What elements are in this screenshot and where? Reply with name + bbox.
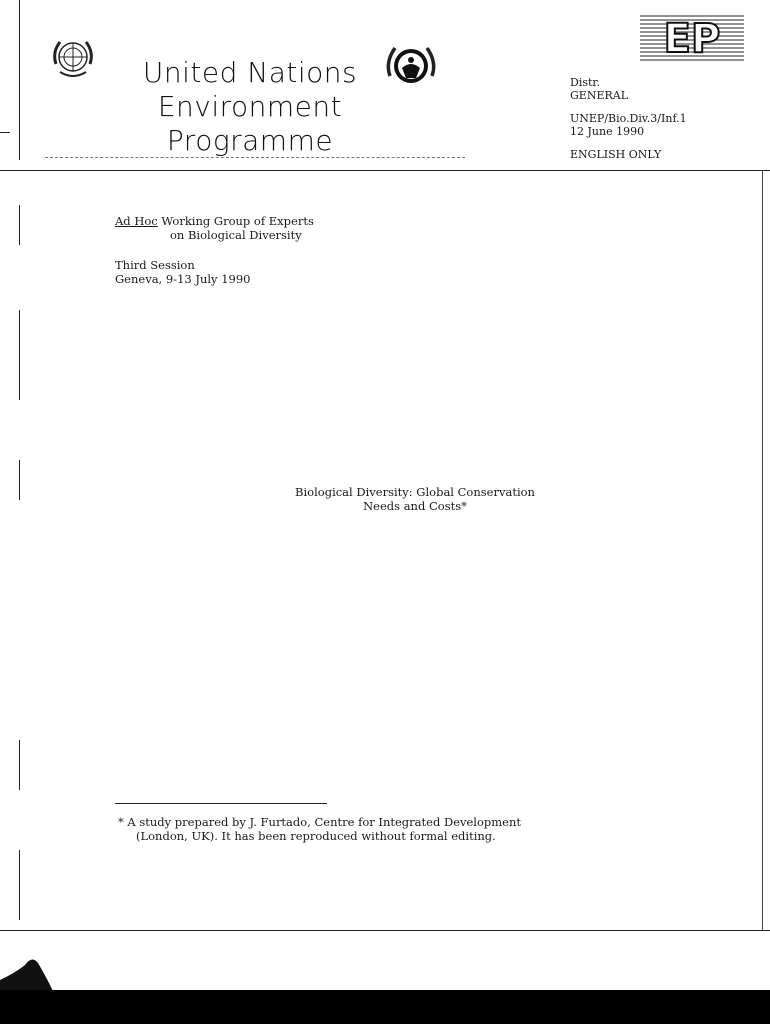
document-title [180, 485, 650, 513]
distribution-value: GENERAL [570, 89, 629, 102]
ad-hoc-label: Ad Hoc [115, 214, 158, 228]
footnote-rule [115, 803, 327, 804]
scan-margin-line [19, 850, 20, 920]
scan-margin-line [19, 310, 20, 400]
title-line-1: Biological Diversity: Global Conservation [295, 485, 535, 499]
footnote-line-1: * A study prepared by J. Furtado, Centre for Integrated Development [118, 815, 521, 829]
scan-bottom-shadow [0, 990, 770, 1024]
ep-logo-text: EP [663, 16, 721, 62]
footnote-line-2: (London, UK). It has been reproduced without formal editing. [136, 829, 496, 843]
org-name-line-2: Environment [157, 90, 343, 123]
working-group-line-2: on Biological Diversity [170, 228, 302, 242]
scan-edge-line [762, 170, 763, 930]
unep-emblem-icon [383, 38, 439, 94]
scan-margin-line [19, 740, 20, 790]
ep-logo [640, 12, 744, 64]
org-name-line-1: United Nations [142, 56, 358, 89]
document-date: 12 June 1990 [570, 125, 645, 138]
document-metadata [570, 76, 760, 161]
footnote [118, 815, 678, 843]
session-location-date: Geneva, 9-13 July 1990 [115, 272, 251, 286]
document-language: ENGLISH ONLY [570, 148, 662, 161]
document-symbol: UNEP/Bio.Div.3/Inf.1 [570, 112, 687, 125]
meeting-session [115, 258, 250, 286]
scan-margin-line [19, 460, 20, 500]
header-rule [0, 170, 770, 171]
scan-margin-line [19, 205, 20, 245]
scan-smudge [0, 945, 60, 995]
header-dotted-rule [45, 157, 465, 158]
distribution-label: Distr. [570, 76, 600, 89]
scan-margin-line [19, 0, 20, 160]
scan-bottom-rule [0, 930, 770, 931]
scan-tick [0, 132, 10, 133]
organization-name [120, 56, 380, 158]
org-name-line-3: Programme [166, 124, 334, 157]
session-name: Third Session [115, 258, 195, 272]
title-line-2: Needs and Costs* [363, 499, 467, 513]
un-emblem-icon [50, 34, 96, 80]
working-group-name: Working Group of Experts [161, 214, 314, 228]
meeting-group [115, 214, 314, 242]
